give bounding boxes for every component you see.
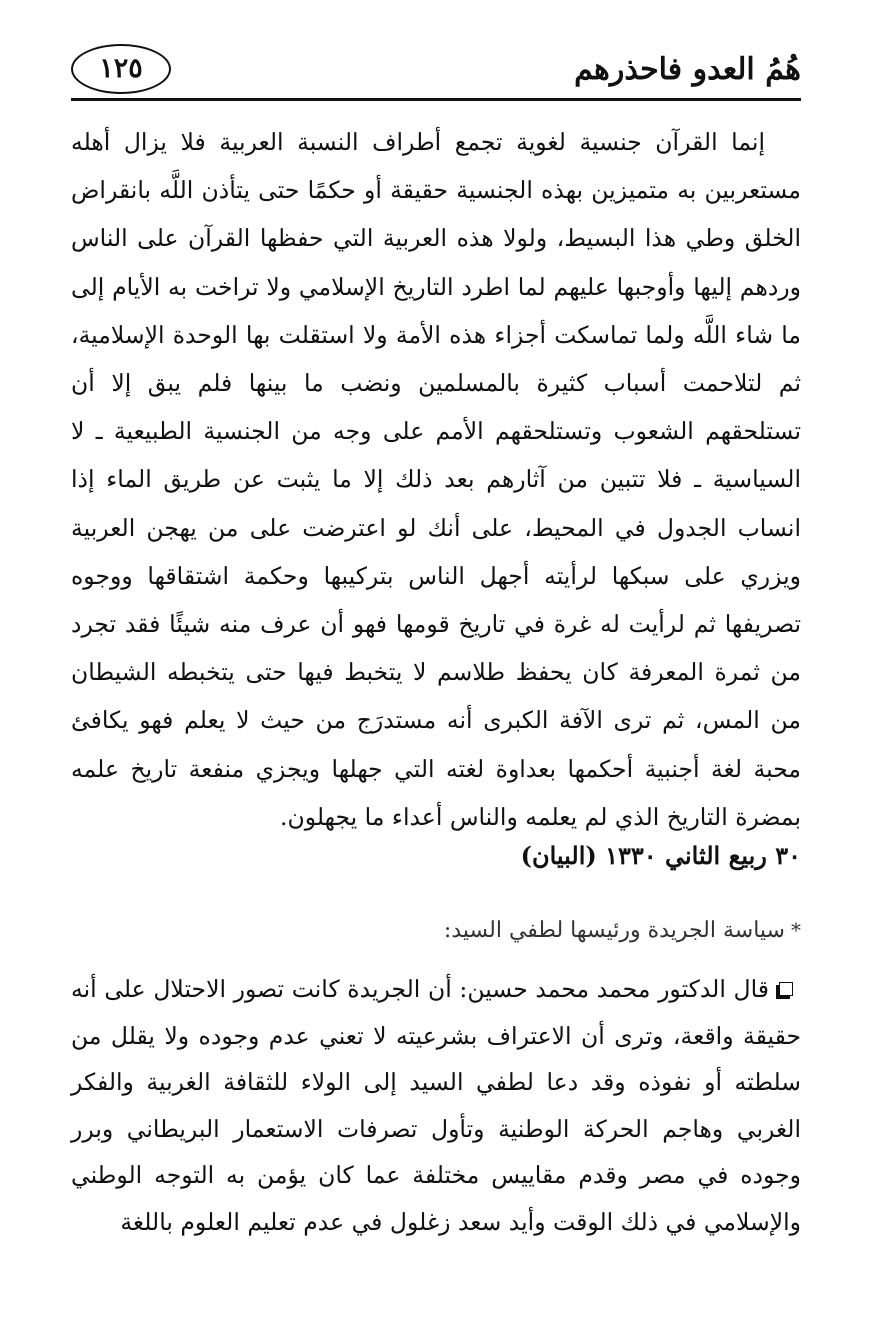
main-text-block [71,118,801,841]
asterisk-marker: * [791,918,801,942]
second-paragraph: قال الدكتور محمد محمد حسين: أن الجريدة كانت تصور الاحتلال على أنه حقيقة واقعة، وترى أن الاعتراف بشرعيته لا تعني عدم وجوده ولا يقلل من سلطته أو نفوذه وقد دعا لطفي السيد إلى الولاء للثقافة الغربية والفكر الغربي وهاجم الحركة الوطنية وتأول تصرفات الاستعمار البريطاني وبرر وجوده في مصر وقدم مقاييس مختلفة عما كان يؤمن به التوجه الوطني والإسلامي في ذلك الوقت وأيد سعد زغلول في عدم تعليم العلوم باللغة [71,975,801,1236]
date-source-line: ٣٠ ربيع الثاني ١٣٣٠ (البيان) [520,841,801,870]
page-number-frame [71,44,171,94]
running-title: هُمُ العدو فاحذرهم [574,52,801,87]
subheading-text: سياسة الجريدة ورئيسها لطفي السيد: [443,918,785,943]
section-subheading [71,908,801,953]
second-text-block [71,966,801,1245]
header-rule [71,98,801,101]
box-bullet-icon [779,982,793,996]
page-number: ١٢٥ [99,53,143,84]
running-header [71,44,801,102]
body-paragraph: إنما القرآن جنسية لغوية تجمع أطراف النسبة العربية فلا يزال أهله مستعربين به متميزين بهذه الجنسية حقيقة أو حكمًا حتى يتأذن اللَّه بانقراض الخلق وطي هذا البسيط، ولولا هذه العربية التي حفظها القرآن على الناس وردهم إليها وأوجبها عليهم لما اطرد التاريخ الإسلامي ولا تراخت به الأيام إلى ما شاء اللَّه ولما تماسكت أجزاء هذه الأمة ولا استقلت بها الوحدة الإسلامية، ثم لتلاحمت أسباب كثيرة بالمسلمين ونضب ما بينها فلم يبق إلا أن تستلحقهم الشعوب وتستلحقهم الأمم على وجه من الجنسية الطبيعية ـ لا السياسية ـ فلا تتبين من آثارهم بعد ذلك إلا ما يثبت عن طريق الماء إذا انساب الجدول في المحيط، على أنك لو اعترضت على من يهجن العربية ويزري على سبكها لرأيته أجهل الناس بتركيبها وحكمة اشتقاقها ووجوه تصريفها ثم لرأيت له غرة في تاريخ قومها فهو أن عرف منه شيئًا فقد تجرد من ثمرة المعرفة كان يحفظ طلاسم لا يتخبط فيها حتى يتخبطه الشيطان من المس، ثم ترى الآفة الكبرى أنه مستدرَج من حيث لا يعلم فهو يكافئ محبة لغة أجنبية أحكمها بعداوة لغته التي جهلها ويجزي منفعة تاريخ علمه بمضرة التاريخ الذي لم يعلمه والناس أعداء ما يجهلون. [71,128,801,831]
